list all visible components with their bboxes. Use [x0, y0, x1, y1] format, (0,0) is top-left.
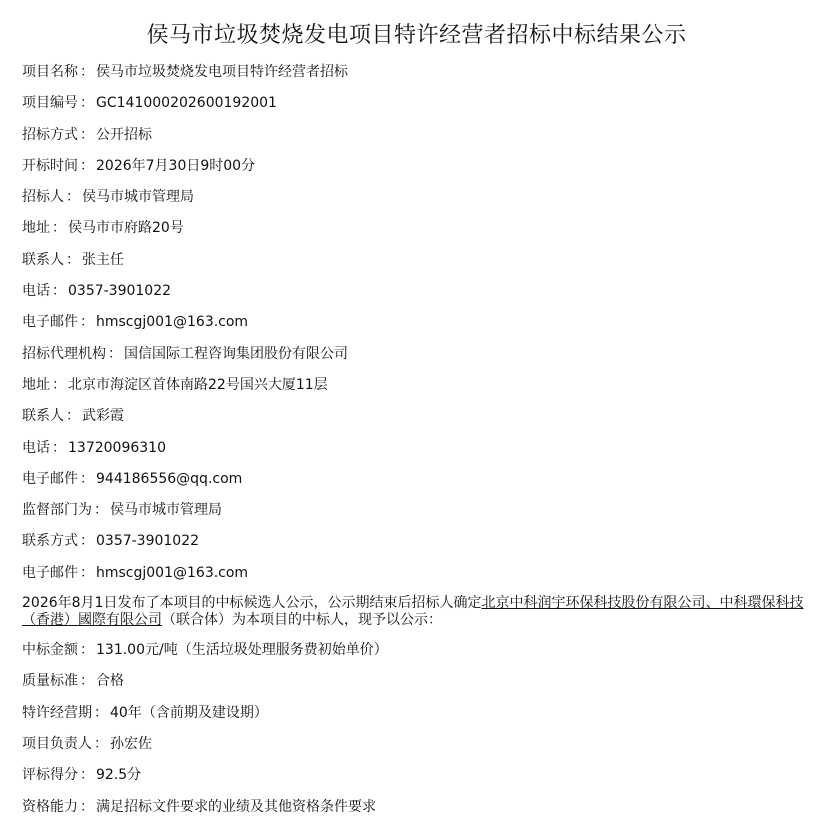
- info-label: 电话: [22, 283, 50, 300]
- info-row-bid-method: [22, 120, 811, 151]
- info-row-agency-phone: [22, 433, 811, 464]
- info-row-tenderer-contact: [22, 245, 811, 276]
- info-value: 侯马市城市管理局: [82, 189, 194, 206]
- info-row-agency-address: [22, 370, 811, 401]
- separator: ：: [94, 735, 108, 752]
- result-value: 131.00元/吨（生活垃圾处理服务费初始单价）: [96, 642, 388, 659]
- info-row-tenderer: [22, 182, 811, 213]
- info-label: 招标人: [22, 189, 64, 206]
- separator: ：: [80, 470, 94, 487]
- separator: ：: [80, 126, 94, 143]
- info-row-project-number: [22, 88, 811, 119]
- info-label: 电话: [22, 439, 50, 456]
- separator: ：: [80, 673, 94, 690]
- info-value: 张主任: [82, 251, 124, 268]
- info-label: 联系方式: [22, 533, 78, 550]
- info-value: 北京市海淀区首体南路22号国兴大厦11层: [68, 376, 328, 393]
- info-row-supervisor-email: [22, 558, 811, 589]
- info-value: hmscgj001@163.com: [96, 564, 249, 581]
- info-label: 联系人: [22, 408, 64, 425]
- info-value: GC141000202600192001: [96, 95, 277, 112]
- result-value: 合格: [96, 673, 124, 690]
- info-row-tenderer-phone: [22, 276, 811, 307]
- separator: ：: [108, 345, 122, 362]
- result-value: 92.5分: [96, 767, 142, 784]
- result-row-project-leader: [22, 729, 811, 760]
- separator: ：: [52, 439, 66, 456]
- announcement-paragraph: [22, 595, 811, 629]
- result-label: 资格能力: [22, 798, 78, 815]
- separator: ：: [80, 642, 94, 659]
- info-row-opening-time: [22, 151, 811, 182]
- announcement-suffix: （联合体）为本项目的中标人，现予以公示：: [162, 612, 442, 629]
- result-label: 中标金额: [22, 642, 78, 659]
- separator: ：: [66, 408, 80, 425]
- info-value: 0357-3901022: [68, 283, 172, 300]
- separator: ：: [80, 64, 94, 80]
- result-value: 孙宏佐: [110, 735, 152, 752]
- info-value: 13720096310: [68, 439, 166, 456]
- info-label: 开标时间: [22, 157, 78, 174]
- separator: ：: [52, 283, 66, 300]
- info-value: 2026年7月30日9时00分: [96, 157, 256, 174]
- info-list: [22, 57, 811, 589]
- result-row-score: [22, 760, 811, 791]
- separator: ：: [80, 564, 94, 581]
- info-label: 地址: [22, 220, 50, 237]
- result-label: 项目负责人: [22, 735, 92, 752]
- info-label: 项目名称: [22, 64, 78, 80]
- info-label: 地址: [22, 376, 50, 393]
- separator: ：: [80, 314, 94, 331]
- info-value: 侯马市垃圾焚烧发电项目特许经营者招标: [96, 64, 348, 80]
- separator: ：: [66, 189, 80, 206]
- info-row-tenderer-email: [22, 307, 811, 338]
- info-label: 电子邮件: [22, 564, 78, 581]
- announcement-prefix: 2026年8月1日发布了本项目的中标候选人公示，公示期结束后招标人确定: [22, 595, 482, 612]
- separator: ：: [80, 533, 94, 550]
- info-row-supervisor: [22, 495, 811, 526]
- info-label: 招标代理机构: [22, 345, 106, 362]
- info-value: 国信国际工程咨询集团股份有限公司: [124, 345, 348, 362]
- info-row-agency: [22, 339, 811, 370]
- info-label: 项目编号: [22, 95, 78, 112]
- result-value: 40年（含前期及建设期）: [110, 704, 268, 721]
- result-row-concession-period: [22, 698, 811, 729]
- info-row-tenderer-address: [22, 213, 811, 244]
- info-label: 电子邮件: [22, 314, 78, 331]
- result-value: 满足招标文件要求的业绩及其他资格条件要求: [96, 798, 376, 815]
- info-value: hmscgj001@163.com: [96, 314, 249, 331]
- separator: ：: [80, 767, 94, 784]
- result-list: [22, 635, 811, 823]
- info-row-supervisor-contact: [22, 526, 811, 557]
- info-value: 武彩霞: [82, 408, 124, 425]
- info-row-agency-contact: [22, 401, 811, 432]
- separator: ：: [80, 798, 94, 815]
- info-value: 0357-3901022: [96, 533, 200, 550]
- separator: ：: [80, 95, 94, 112]
- separator: ：: [94, 704, 108, 721]
- result-label: 特许经营期: [22, 704, 92, 721]
- info-label: 招标方式: [22, 126, 78, 143]
- separator: ：: [52, 220, 66, 237]
- separator: ：: [94, 502, 108, 519]
- result-label: 质量标准: [22, 673, 78, 690]
- separator: ：: [80, 157, 94, 174]
- info-row-agency-email: [22, 464, 811, 495]
- winner-name: 北京中科润宇环保科技股份有限公司、中科環保科技（香港）國際有限公司: [22, 595, 804, 629]
- separator: ：: [66, 251, 80, 268]
- result-row-quality: [22, 666, 811, 697]
- result-label: 评标得分: [22, 767, 78, 784]
- info-label: 联系人: [22, 251, 64, 268]
- info-value: 公开招标: [96, 126, 152, 143]
- info-value: 侯马市城市管理局: [110, 502, 222, 519]
- page-title: 侯马市垃圾焚烧发电项目特许经营者招标中标结果公示: [146, 23, 687, 48]
- result-row-bid-amount: [22, 635, 811, 666]
- info-row-project-name: [22, 57, 811, 88]
- info-label: 电子邮件: [22, 470, 78, 487]
- info-value: 侯马市市府路20号: [68, 220, 184, 237]
- separator: ：: [52, 376, 66, 393]
- info-value: 944186556@qq.com: [96, 470, 243, 487]
- info-label: 监督部门为: [22, 502, 92, 519]
- result-row-qualification: [22, 792, 811, 823]
